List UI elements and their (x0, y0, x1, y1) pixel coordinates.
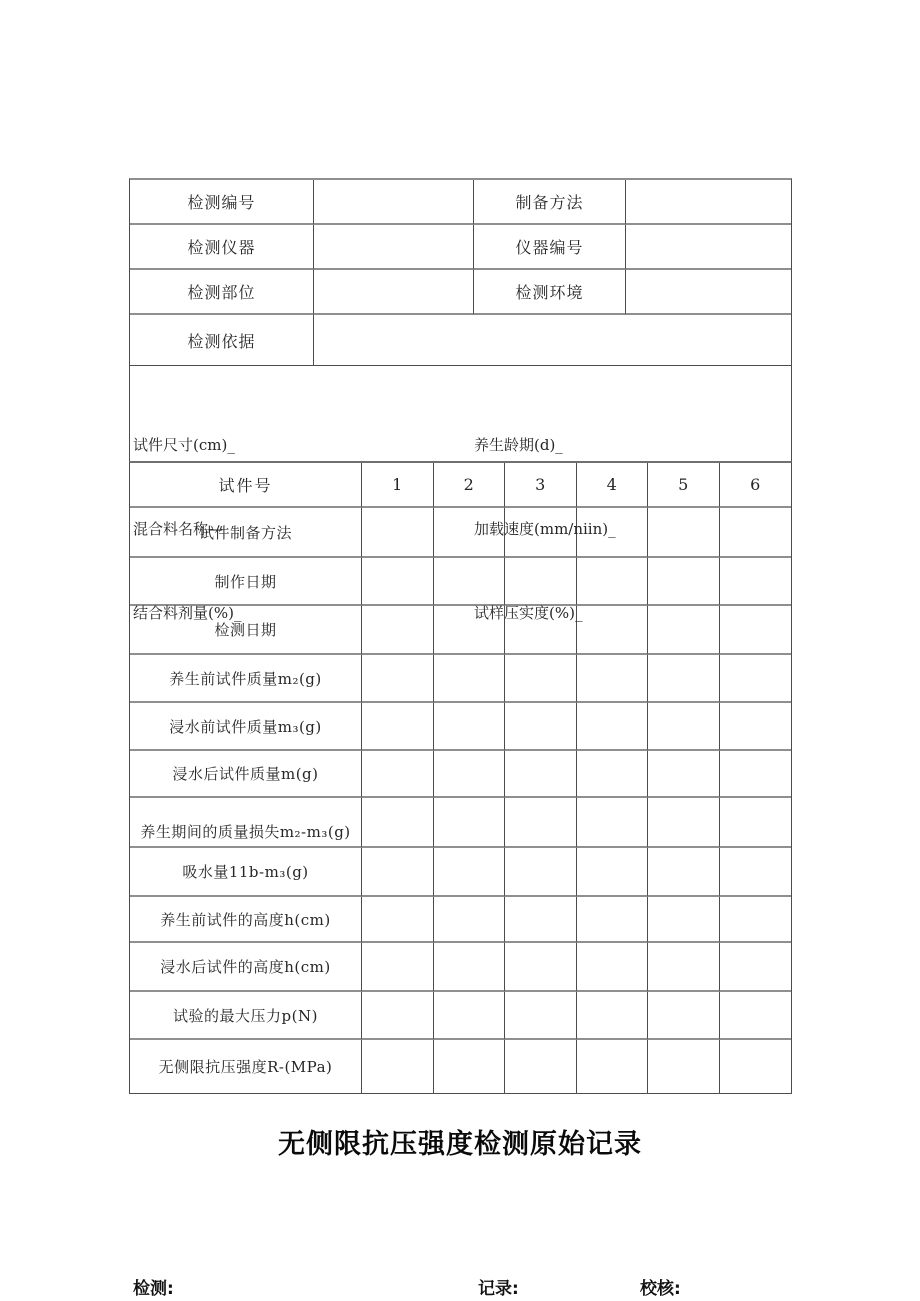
parameter-line: 混合料名称— (133, 520, 224, 538)
spec-value-cell (720, 943, 792, 992)
spec-row-label: 试件制备方法 (130, 508, 362, 558)
parameters-left-column (133, 375, 241, 683)
spec-value-cell (505, 1040, 577, 1093)
signature-footer (0, 1274, 920, 1298)
spec-value-cell (505, 751, 577, 798)
spec-value-cell (505, 848, 577, 897)
spec-value-cell (362, 798, 434, 848)
column-header: 2 (434, 463, 506, 508)
spec-value-cell (505, 943, 577, 992)
parameter-line: 试件尺寸(cm)_ (133, 436, 235, 454)
spec-value-cell (434, 848, 506, 897)
spec-value-cell (648, 1040, 720, 1093)
parameter-line: 结合料剂量(%)_ (133, 604, 242, 622)
spec-value-cell (577, 897, 649, 943)
spec-row-label: 浸水后试件质量m(g) (130, 751, 362, 798)
column-header: 4 (577, 463, 649, 508)
parameter-line: 加载速度(mm/niin)_ (474, 520, 616, 538)
spec-value-cell (577, 992, 649, 1040)
spec-row-label: 养生前试件质量m₂(g) (130, 655, 362, 703)
spec-value-cell (362, 943, 434, 992)
spec-value-cell (434, 943, 506, 992)
spec-value-cell (720, 606, 792, 655)
spec-value-cell (577, 848, 649, 897)
spec-value-cell (577, 703, 649, 751)
parameters-right-column (474, 375, 616, 683)
spec-row-label: 无侧限抗压强度R-(MPa) (130, 1040, 362, 1093)
spec-value-cell (362, 558, 434, 606)
spec-value-cell (648, 606, 720, 655)
spec-value-cell (648, 558, 720, 606)
spec-value-cell (720, 798, 792, 848)
spec-value-cell (720, 655, 792, 703)
spec-value-cell (505, 798, 577, 848)
field-label: 制备方法 (474, 180, 626, 225)
field-label: 检测环境 (474, 270, 626, 315)
spec-value-cell (434, 992, 506, 1040)
spec-value-cell (434, 751, 506, 798)
spec-value-cell (720, 848, 792, 897)
parameter-line: 试样压实度(%)_ (474, 604, 583, 622)
spec-value-cell (577, 1040, 649, 1093)
spec-value-cell (362, 992, 434, 1040)
spec-value-cell (362, 1040, 434, 1093)
spec-value-cell (720, 897, 792, 943)
page-title: 无侧限抗压强度检测原始记录 (278, 1129, 642, 1160)
field-value-cell (314, 225, 474, 270)
spec-value-cell (720, 992, 792, 1040)
spec-value-cell (362, 751, 434, 798)
spec-value-cell (648, 508, 720, 558)
spec-row-label: 制作日期 (130, 558, 362, 606)
field-value-cell (314, 270, 474, 315)
field-label: 检测依据 (130, 315, 314, 365)
spec-value-cell (434, 897, 506, 943)
spec-value-cell (434, 703, 506, 751)
field-value-cell (314, 180, 474, 225)
spec-value-cell (648, 798, 720, 848)
field-label: 检测部位 (130, 270, 314, 315)
column-header-specimen-no: 试件号 (130, 463, 362, 508)
spec-value-cell (362, 508, 434, 558)
column-header: 6 (720, 463, 792, 508)
field-label: 检测编号 (130, 180, 314, 225)
recorder-signature-label: 记录: (478, 1279, 519, 1299)
spec-value-cell (362, 703, 434, 751)
parameter-line: 养生龄期(d)_ (474, 436, 563, 454)
inspector-signature-label: 检测: (133, 1279, 174, 1299)
column-header: 3 (505, 463, 577, 508)
spec-value-cell (648, 703, 720, 751)
spec-value-cell (362, 897, 434, 943)
spec-value-cell (720, 558, 792, 606)
spec-row-label: 试验的最大压力p(N) (130, 992, 362, 1040)
spec-value-cell (577, 751, 649, 798)
column-header: 1 (362, 463, 434, 508)
spec-value-cell (648, 897, 720, 943)
spec-value-cell (648, 943, 720, 992)
field-label: 仪器编号 (474, 225, 626, 270)
spec-value-cell (434, 1040, 506, 1093)
spec-value-cell (720, 751, 792, 798)
spec-value-cell (362, 655, 434, 703)
spec-row-label: 浸水前试件质量m₃(g) (130, 703, 362, 751)
record-form (129, 178, 792, 1094)
field-label: 检测仪器 (130, 225, 314, 270)
spec-value-cell (577, 798, 649, 848)
spec-value-cell (648, 655, 720, 703)
spec-row-label: 浸水后试件的高度h(cm) (130, 943, 362, 992)
spec-row-label: 检测日期 (130, 606, 362, 655)
spec-value-cell (720, 508, 792, 558)
spec-value-cell (505, 703, 577, 751)
spec-value-cell (648, 848, 720, 897)
spec-value-cell (362, 606, 434, 655)
spec-value-cell (648, 751, 720, 798)
spec-row-label: 养生期间的质量损失m₂-m₃(g) (130, 798, 362, 848)
spec-value-cell (362, 848, 434, 897)
spec-row-label: 养生前试件的高度h(cm) (130, 897, 362, 943)
spec-row-label: 吸水量11b-m₃(g) (130, 848, 362, 897)
checker-signature-label: 校核: (640, 1279, 681, 1299)
field-value-cell (314, 315, 791, 365)
field-value-cell (626, 270, 791, 315)
column-header: 5 (648, 463, 720, 508)
spec-value-cell (720, 703, 792, 751)
field-value-cell (626, 225, 791, 270)
spec-value-cell (648, 992, 720, 1040)
info-table (129, 178, 792, 366)
spec-value-cell (577, 943, 649, 992)
spec-value-cell (434, 798, 506, 848)
spec-value-cell (505, 992, 577, 1040)
spec-value-cell (505, 897, 577, 943)
spec-value-cell (720, 1040, 792, 1093)
field-value-cell (626, 180, 791, 225)
